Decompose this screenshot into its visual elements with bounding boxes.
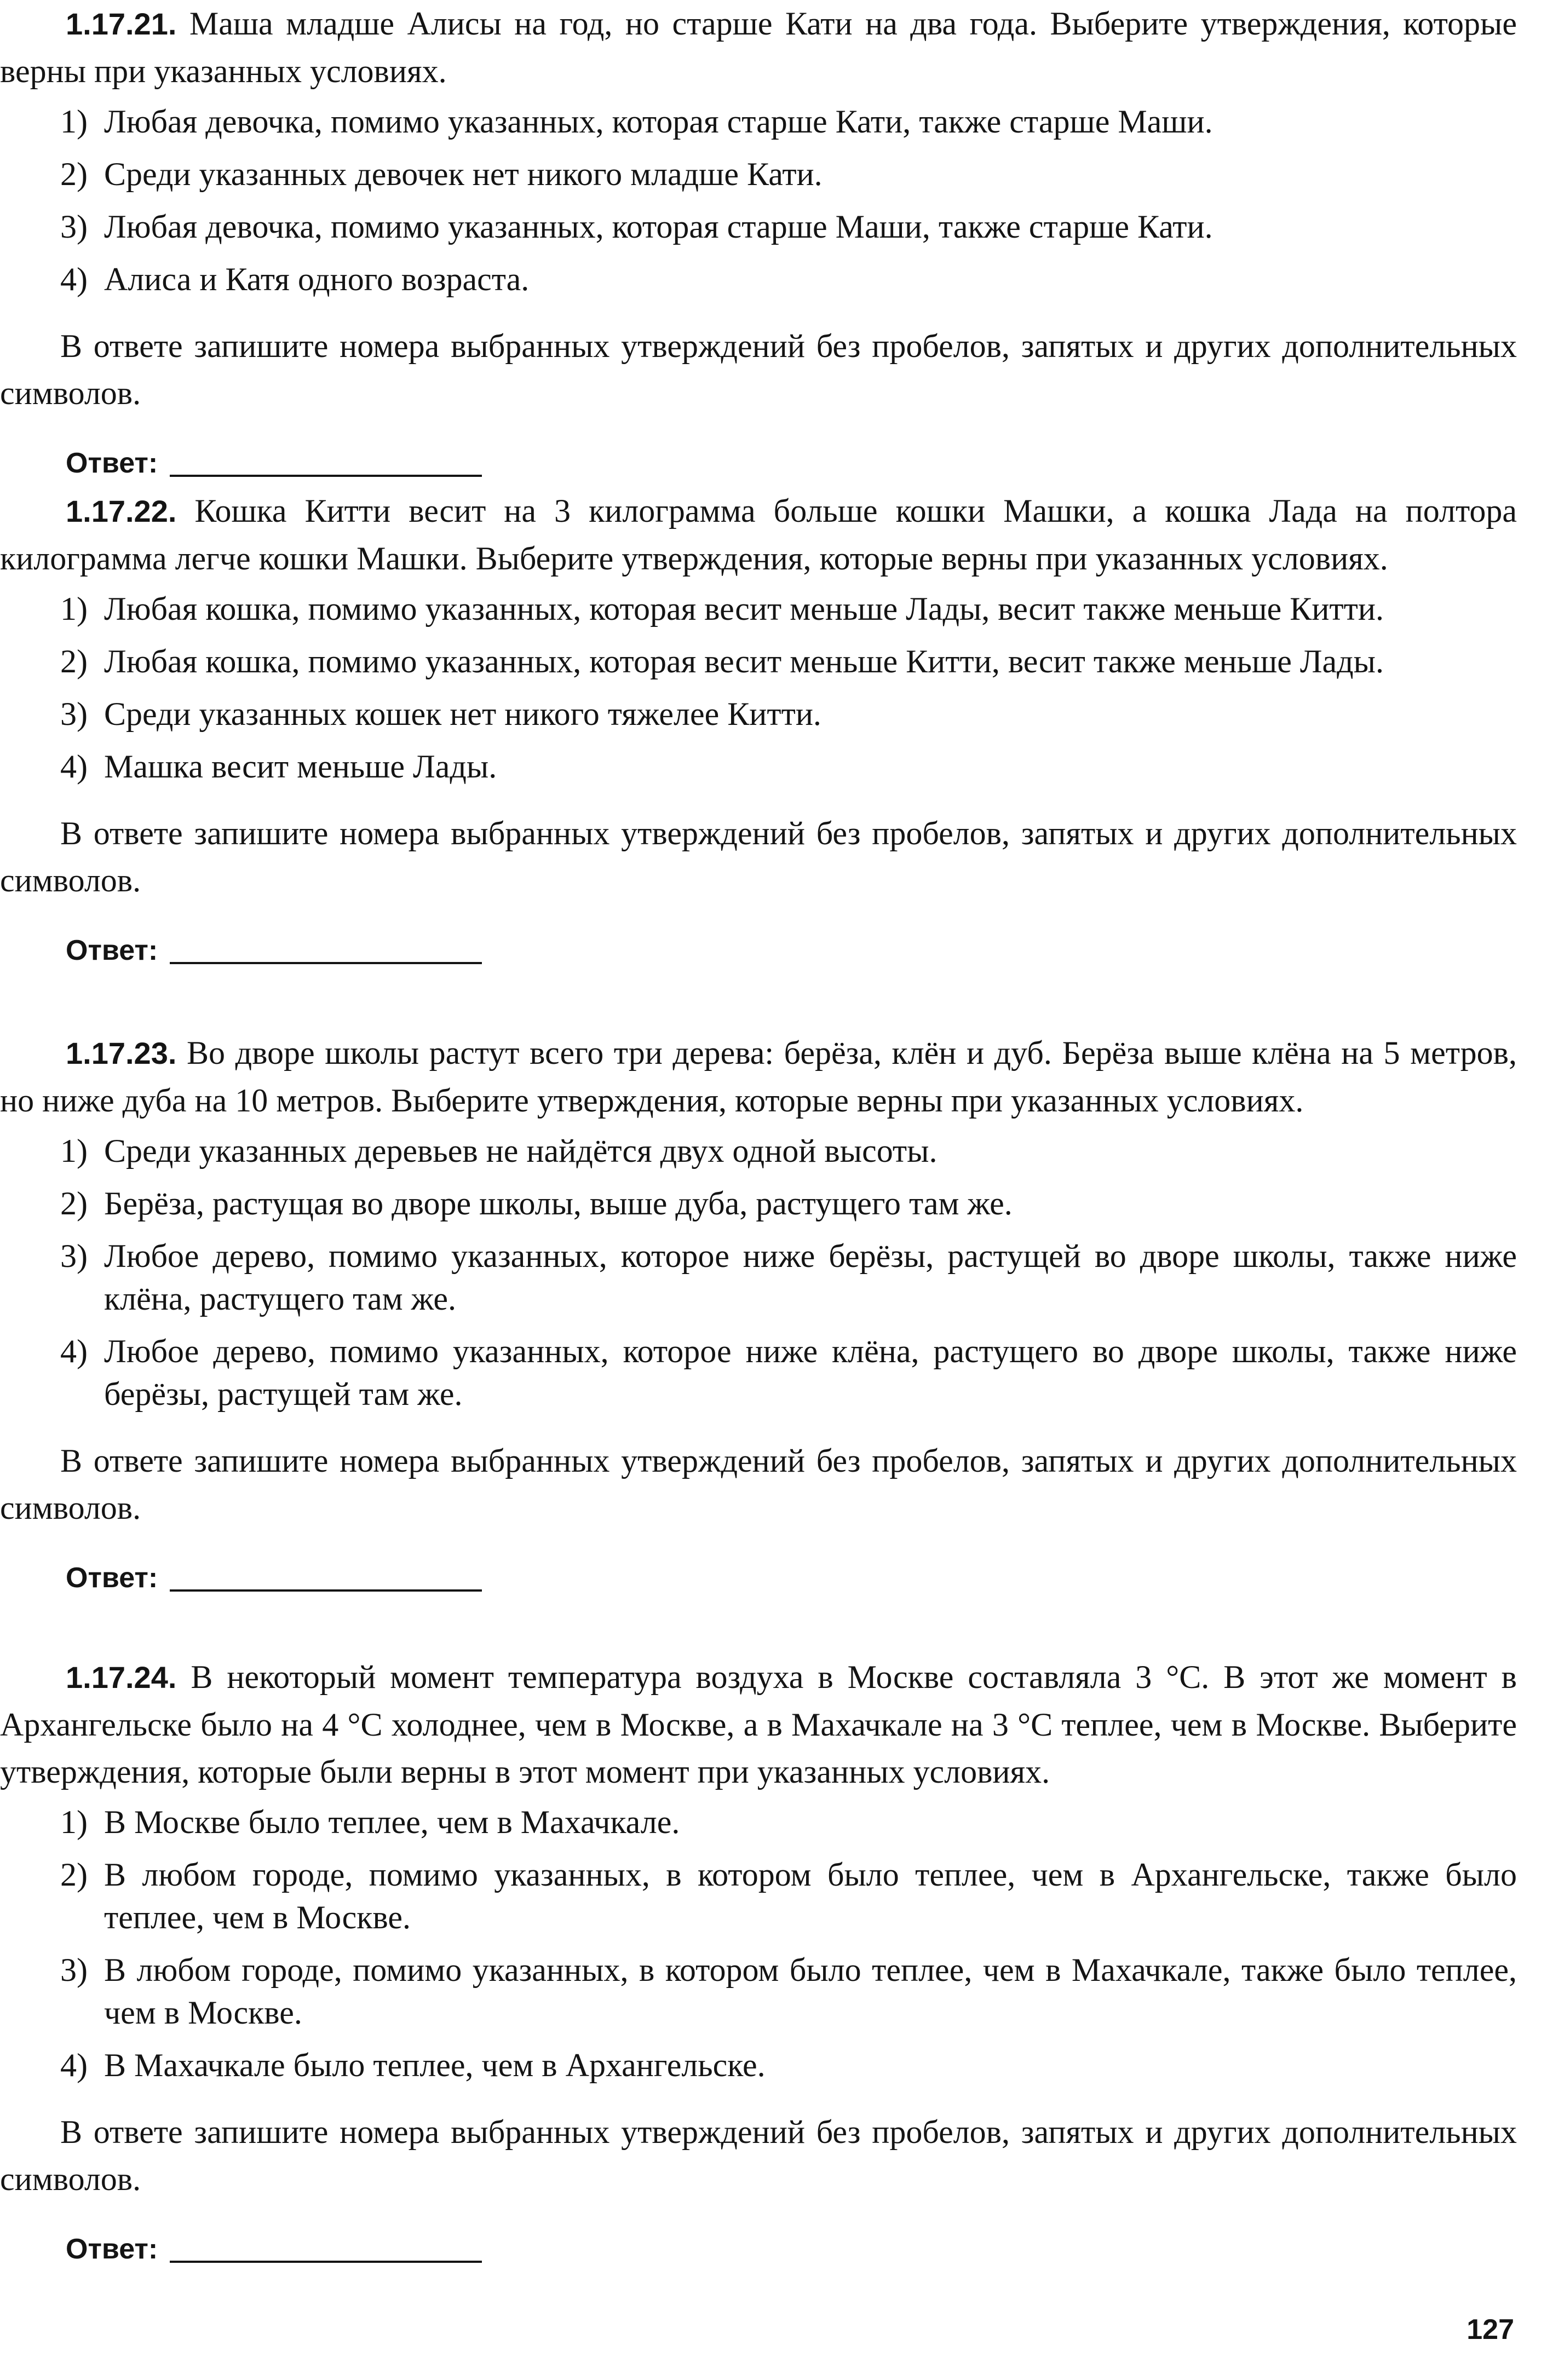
answer-blank-line[interactable] xyxy=(170,475,482,477)
option-number: 2) xyxy=(60,1857,88,1893)
option-item xyxy=(0,1949,1517,2034)
answer-instruction: В ответе запишите номера выбранных утверждений без пробелов, запятых и других дополнительных символов. xyxy=(0,2114,1517,2197)
option-number: 2) xyxy=(60,156,88,192)
problem-text: Маша младше Алисы на год, но старше Кати на два года. Выберите утверждения, которые верны при указанных условиях. xyxy=(0,5,1517,89)
answer-field xyxy=(0,1550,1517,1597)
answer-label: Ответ: xyxy=(66,1562,158,1594)
answer-instruction: В ответе запишите номера выбранных утверждений без пробелов, запятых и других дополнительных символов. xyxy=(0,1443,1517,1526)
problem-number: 1.17.22. xyxy=(66,494,177,528)
problem-statement xyxy=(0,487,1517,582)
problem-1-17-21 xyxy=(0,0,1517,482)
option-text: Берёза, растущая во дворе школы, выше дуба, растущего там же. xyxy=(104,1185,1013,1221)
option-number: 3) xyxy=(60,209,88,245)
option-text: Среди указанных девочек нет никого младше Кати. xyxy=(104,156,823,192)
problem-1-17-23 xyxy=(0,1029,1517,1597)
option-item xyxy=(0,1853,1517,1939)
problem-text: Кошка Китти весит на 3 килограмма больше кошки Машки, а кошка Лада на полтора килограмма легче кошки Машки. Выберите утверждения, которые верны при указанных условиях. xyxy=(0,493,1517,577)
option-text: Любая девочка, помимо указанных, которая старше Маши, также старше Кати. xyxy=(104,209,1213,245)
problem-statement xyxy=(0,0,1517,95)
problem-1-17-22 xyxy=(0,487,1517,970)
option-number: 4) xyxy=(60,748,88,785)
option-list xyxy=(0,1801,1517,2087)
option-text: В любом городе, помимо указанных, в котором было теплее, чем в Махачкале, также было теплее, чем в Москве. xyxy=(104,1952,1517,2031)
option-number: 4) xyxy=(60,1333,88,1369)
page-number: 127 xyxy=(1467,2314,1514,2346)
option-text: Любое дерево, помимо указанных, которое ниже берёзы, растущей во дворе школы, также ниже клёна, растущего там же. xyxy=(104,1238,1517,1317)
answer-blank-line[interactable] xyxy=(170,2261,482,2263)
option-number: 3) xyxy=(60,1238,88,1274)
option-text: Среди указанных деревьев не найдётся двух одной высоты. xyxy=(104,1133,938,1169)
answer-field xyxy=(0,435,1517,482)
option-item xyxy=(0,1182,1517,1225)
problem-statement xyxy=(0,1653,1517,1795)
answer-label: Ответ: xyxy=(66,935,158,966)
option-item xyxy=(0,258,1517,301)
problem-1-17-24 xyxy=(0,1653,1517,2268)
problem-text: Во дворе школы растут всего три дерева: берёза, клён и дуб. Берёза выше клёна на 5 метров, но ниже дуба на 10 метров. Выберите утверждения, которые верны при указанных условиях. xyxy=(0,1035,1517,1119)
option-item xyxy=(0,153,1517,195)
problem-text: В некоторый момент температура воздуха в Москве составляла 3 °C. В этот же момент в Архангельске было на 4 °C холоднее, чем в Москве, а в Махачкале на 3 °C теплее, чем в Москве. Выберите утверждения, которые были верны в этот момент при указанных условиях. xyxy=(0,1659,1517,1790)
option-list xyxy=(0,1130,1517,1415)
option-text: Машка весит меньше Лады. xyxy=(104,748,497,785)
option-text: Любое дерево, помимо указанных, которое ниже клёна, растущего во дворе школы, также ниже берёзы, растущей там же. xyxy=(104,1333,1517,1412)
option-number: 1) xyxy=(60,103,88,140)
answer-blank-line[interactable] xyxy=(170,962,482,964)
problem-number: 1.17.24. xyxy=(66,1660,177,1695)
option-item xyxy=(0,100,1517,143)
option-number: 3) xyxy=(60,1952,88,1988)
option-number: 1) xyxy=(60,1804,88,1840)
option-text: Среди указанных кошек нет никого тяжелее Китти. xyxy=(104,696,821,732)
option-text: Любая девочка, помимо указанных, которая старше Кати, также старше Маши. xyxy=(104,103,1213,140)
problem-statement xyxy=(0,1029,1517,1124)
answer-label: Ответ: xyxy=(66,447,158,479)
option-item xyxy=(0,745,1517,788)
option-text: В Москве было теплее, чем в Махачкале. xyxy=(104,1804,680,1840)
problem-number: 1.17.23. xyxy=(66,1036,177,1070)
option-list xyxy=(0,100,1517,301)
option-item xyxy=(0,205,1517,248)
option-item xyxy=(0,1330,1517,1415)
option-number: 3) xyxy=(60,696,88,732)
option-number: 4) xyxy=(60,261,88,297)
option-text: В любом городе, помимо указанных, в котором было теплее, чем в Архангельске, также было теплее, чем в Москве. xyxy=(104,1857,1517,1935)
answer-instruction: В ответе запишите номера выбранных утверждений без пробелов, запятых и других дополнительных символов. xyxy=(0,815,1517,898)
problem-number: 1.17.21. xyxy=(66,7,177,41)
option-item xyxy=(0,1235,1517,1320)
option-text: Любая кошка, помимо указанных, которая весит меньше Китти, весит также меньше Лады. xyxy=(104,643,1384,679)
option-number: 4) xyxy=(60,2047,88,2083)
option-item xyxy=(0,1130,1517,1172)
option-list xyxy=(0,587,1517,788)
option-number: 1) xyxy=(60,591,88,627)
answer-label: Ответ: xyxy=(66,2233,158,2265)
option-text: В Махачкале было теплее, чем в Архангельске. xyxy=(104,2047,766,2083)
option-text: Алиса и Катя одного возраста. xyxy=(104,261,530,297)
option-number: 1) xyxy=(60,1133,88,1169)
option-item xyxy=(0,693,1517,735)
option-item xyxy=(0,2044,1517,2087)
answer-field xyxy=(0,923,1517,970)
option-item xyxy=(0,1801,1517,1843)
answer-field xyxy=(0,2221,1517,2268)
option-item xyxy=(0,587,1517,630)
answer-blank-line[interactable] xyxy=(170,1589,482,1592)
option-text: Любая кошка, помимо указанных, которая весит меньше Лады, весит также меньше Китти. xyxy=(104,591,1384,627)
option-number: 2) xyxy=(60,643,88,679)
option-item xyxy=(0,640,1517,683)
option-number: 2) xyxy=(60,1185,88,1221)
answer-instruction: В ответе запишите номера выбранных утверждений без пробелов, запятых и других дополнительных символов. xyxy=(0,328,1517,411)
